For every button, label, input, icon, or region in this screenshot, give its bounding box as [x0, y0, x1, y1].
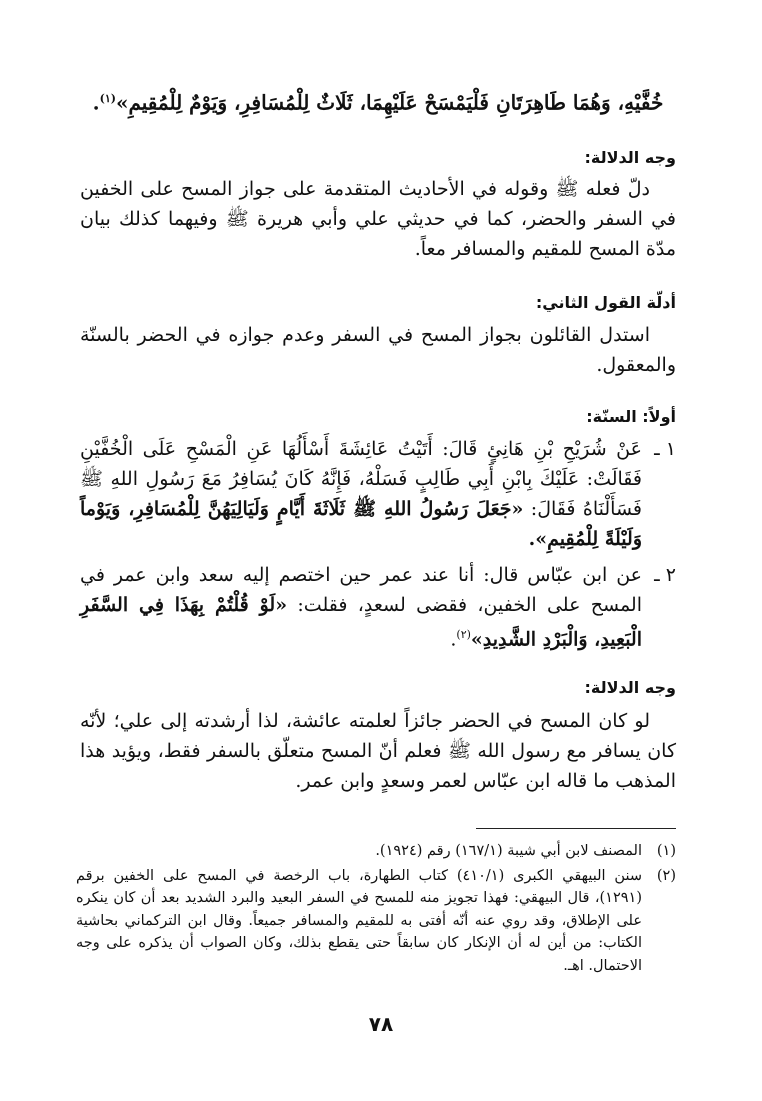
section-heading-second-opinion: أدلّة القول الثاني:	[535, 293, 676, 312]
footnote-1-text: المصنف لابن أبي شيبة (١٦٧/١) رقم (١٩٢٤).	[375, 843, 642, 859]
footnote-ref-1[interactable]: (١)	[99, 92, 116, 105]
hadith-item-1-text: عَنْ شُرَيْحِ بْنِ هَانِئٍ قَالَ: أَتَيْتُ عَائِشَةَ أَسْأَلُهَا عَنِ الْمَسْحِ عَلَى الْخُفَّيْنِ فَقَالَتْ: عَلَيْكَ بِابْنِ أَبِي طَالِبٍ فَسَلْهُ، فَإِنَّهُ كَانَ يُسَافِرُ مَعَ رَسُولِ اللهِ ﷺ فَسَأَلْنَاهُ فَقَالَ:	[80, 438, 642, 520]
top-verse-text: خُفَّيْهِ، وَهُمَا طَاهِرَتَانِ فَلْيَمْسَحْ عَلَيْهِمَا، ثَلَاثٌ لِلْمُسَافِرِ، وَيَوْمٌ لِلْمُقِيمِ»	[115, 90, 664, 115]
section-heading-evidence-2: وجه الدلالة:	[584, 678, 676, 697]
footnotes	[76, 840, 676, 977]
paragraph-evidence-2-text: لو كان المسح في الحضر جائزاً لعلمته عائشة، لذا أرشدته إلى علي؛ لأنّه كان يسافر مع رسول الله ﷺ فعلم أنّ المسح متعلّق بالسفر فقط، ويؤيد هذا المذهب ما قاله ابن عبّاس لعمر وسعدٍ وابن عمر.	[80, 710, 676, 792]
footnote-2	[76, 865, 676, 978]
paragraph-evidence-2	[80, 706, 676, 796]
hadith-item-2-number: ٢ ـ	[654, 564, 676, 586]
top-verse-line: خُفَّيْهِ، وَهُمَا طَاهِرَتَانِ فَلْيَمْسَحْ عَلَيْهِمَا، ثَلَاثٌ لِلْمُسَافِرِ، وَيَوْمٌ لِلْمُقِيمِ»$^{(١)}$.	[92, 90, 664, 115]
paragraph-second-opinion-text: استدل القائلون بجواز المسح في السفر وعدم جوازه في الحضر بالسنّة والمعقول.	[80, 324, 676, 376]
hadith-item-2-quote: «لَوْ قُلْتُمْ بِهَذَا فِي السَّفَرِ الْبَعِيدِ، وَالْبَرْدِ الشَّدِيدِ»	[80, 594, 642, 651]
paragraph-evidence	[80, 174, 676, 264]
paragraph-second-opinion	[80, 320, 676, 380]
hadith-item-1	[80, 434, 676, 554]
hadith-item-1-number: ١ ـ	[654, 438, 676, 460]
footnote-1-number: (١)	[656, 843, 676, 859]
section-heading-evidence: وجه الدلالة:	[584, 148, 676, 167]
footnote-2-number: (٢)	[656, 867, 676, 884]
footnote-ref-2[interactable]: (٢)	[456, 628, 471, 641]
hadith-item-1-quote: «جَعَلَ رَسُولُ اللهِ ﷺ ثَلَاثَةَ أَيَّامٍ وَلَيَالِيَهُنَّ لِلْمُسَافِرِ، وَيَوْماً وَلَيْلَةً لِلْمُقِيمِ».	[80, 498, 642, 550]
section-heading-sunnah: أولاً: السنّة:	[586, 407, 676, 426]
page-number: ٧٨	[368, 1012, 394, 1036]
footnote-2-text: سنن البيهقي الكبرى (٤١٠/١) كتاب الطهارة، باب الرخصة في المسح على الخفين برقم (١٢٩١)، قال البيهقي: فهذا تجويز منه للمسح في السفر البعيد والبرد الشديد بعد أن كان ينكره على الإطلاق، وقد روي عنه أنّه أفتى به للمقيم والمسافر جميعاً. وقال ابن التركماني بحاشية الكتاب: من أين له أن الإنكار كان سابقاً حتى يقطع بذلك، وكان الصواب أن يذكره على وجه الاحتمال. اهـ.	[76, 867, 642, 974]
hadith-item-2-text: عن ابن عبّاس قال: أنا عند عمر حين اختصم إليه سعد وابن عمر في المسح على الخفين، فقضى لسعدٍ، فقلت:	[80, 564, 642, 616]
footnote-divider	[476, 828, 676, 829]
footnote-1	[76, 840, 676, 863]
hadith-item-2: ٢ ـ عن ابن عبّاس قال: أنا عند عمر حين اختصم إليه سعد وابن عمر في المسح على الخفين، فقضى لسعدٍ، فقلت: «لَوْ قُلْتُمْ بِهَذَا فِي السَّفَرِ الْبَعِيدِ، وَالْبَرْدِ الشَّدِيدِ»$^{(٢)}$.	[80, 560, 676, 654]
paragraph-evidence-text: دلّ فعله ﷺ وقوله في الأحاديث المتقدمة على جواز المسح على الخفين في السفر والحضر، كما في حديثي علي وأبي هريرة ﷺ وفيهما كذلك بيان مدّة المسح للمقيم والمسافر معاً.	[80, 178, 676, 260]
